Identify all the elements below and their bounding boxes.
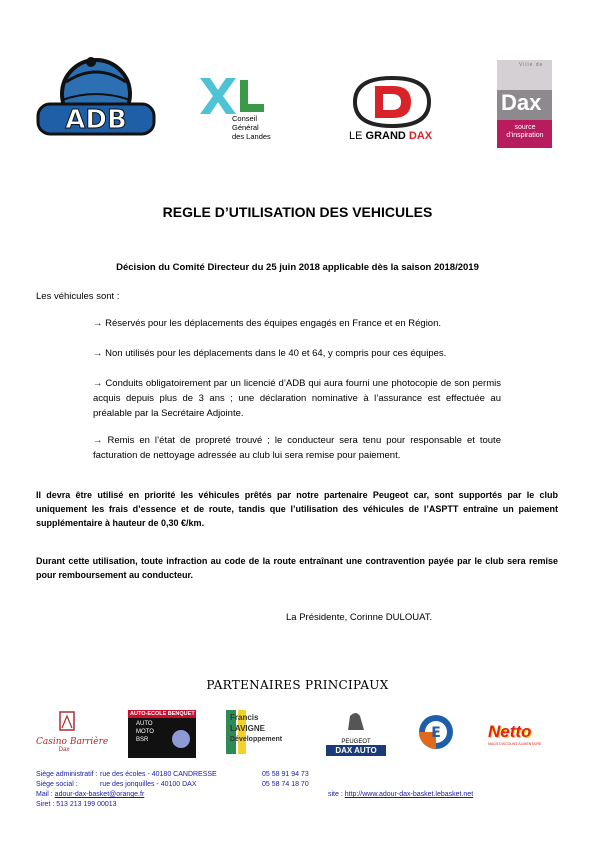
bullet-item: → Conduits obligatoirement par un licencié d’ADB qui aura fourni une photocopie de son permis acquis depuis plus de 3 ans ; une déclaration nominative à l’assurance est effectuée au préalable par la Secrétaire Adjointe.	[93, 378, 501, 419]
xl-caption-line1: Conseil	[232, 114, 258, 123]
xl-caption-line2: Général	[232, 123, 259, 132]
netto-tagline: MAGS DISCOUNT ALIMENTAIRE	[488, 742, 542, 746]
page-title: REGLE D’UTILISATION DES VEHICULES	[162, 204, 433, 220]
mail-label: Mail :	[36, 791, 55, 798]
footer	[36, 770, 566, 810]
mail-link[interactable]: adour-dax-basket@orange.fr	[54, 791, 145, 798]
peugeot-brand: PEUGEOT	[341, 739, 371, 745]
infraction-paragraph: Durant cette utilisation, toute infraction au code de la route entraînant une contravention payée par le club sera remise pour remboursement au conducteur.	[36, 556, 558, 580]
bullet-item: → Remis en l’état de propreté trouvé ; le conducteur sera tenu pour responsable et toute facturation de nettoyage adressée au club lui sera remise pour paiement.	[93, 435, 501, 461]
casino-city: Dax	[58, 747, 70, 753]
grand-dax-le: LE	[349, 130, 366, 142]
site-label: site :	[328, 791, 345, 798]
partners-title: PARTENAIRES PRINCIPAUX	[206, 678, 389, 692]
peugeot-priority-paragraph: Il devra être utilisé en priorité les véhicules prêtés par notre partenaire Peugeot car, sont supportés par le club uniquement les frais d’essence et de route, tandis que l’utilisation des véhicules de l’ASPTT entraîne un paiement supplémentaire à hauteur de 0,30 €/km.	[36, 490, 558, 528]
dax-name: Dax	[501, 90, 542, 115]
ville-de-dax-logo	[497, 60, 552, 148]
peugeot-dax-auto-logo	[326, 710, 386, 758]
siret: Siret : 513 213 199 00013	[36, 801, 117, 808]
lavigne-line2: LAVIGNE	[230, 724, 265, 733]
bullet-item: → Réservés pour les déplacements des équipes engagés en France et en Région.	[93, 318, 442, 329]
grand-dax-dax: DAX	[405, 130, 433, 142]
dax-caption-1: source	[514, 124, 536, 131]
site-link[interactable]: http://www.adour-dax-basket.lebasket.net	[344, 791, 474, 798]
siege-social-label: Siège social :	[36, 781, 78, 788]
leclerc-letter: E	[431, 725, 441, 741]
auto-ecole-logo	[128, 710, 196, 758]
xl-caption-line3: des Landes	[232, 132, 271, 141]
casino-name-2: Barrière	[69, 737, 109, 747]
adb-logo	[36, 52, 156, 140]
siege-social-phone: 05 58 74 18 70	[262, 781, 309, 788]
intro-text: Les véhicules sont :	[36, 291, 120, 302]
lavigne-line3: Développement	[230, 736, 283, 743]
auto-ecole-header: AUTO-ECOLE BENQUET	[130, 711, 195, 717]
casino-barriere-logo	[36, 710, 109, 758]
bullet-item: → Non utilisés pour les déplacements dans le 40 et 64, y compris pour ces équipes.	[93, 348, 447, 359]
netto-logo	[488, 710, 548, 758]
lavigne-line1: Francis	[230, 713, 259, 722]
conseil-general-landes-logo	[196, 74, 286, 144]
leclerc-logo	[416, 710, 456, 758]
siege-social-address: rue des jonquilles - 40100 DAX	[100, 781, 197, 788]
grand-dax-grand: GRAND	[365, 130, 406, 142]
siege-admin-address: rue des écoles - 40180 CANDRESSE	[100, 771, 217, 778]
peugeot-dealer: DAX AUTO	[326, 745, 386, 756]
signature: La Présidente, Corinne DULOUAT.	[286, 612, 433, 623]
le-grand-dax-logo	[345, 74, 440, 146]
auto-ecole-item: AUTO	[136, 721, 153, 727]
car-icon	[172, 730, 190, 748]
adb-logo-text: ADB	[65, 105, 127, 135]
casino-name-1: Casino	[36, 737, 70, 747]
siege-admin-phone: 05 58 91 94 73	[262, 771, 309, 778]
dax-caption-2: d'inspiration	[506, 132, 544, 139]
francis-lavigne-logo	[226, 710, 296, 758]
auto-ecole-item: MOTO	[136, 729, 154, 735]
auto-ecole-item: BSR	[136, 737, 149, 743]
dax-top-text: Ville de	[519, 62, 544, 68]
netto-name: Netto	[488, 722, 532, 741]
decision-subtitle: Décision du Comité Directeur du 25 juin 2018 applicable dès la saison 2018/2019	[116, 262, 479, 273]
siege-admin-label: Siège administratif :	[36, 771, 98, 778]
